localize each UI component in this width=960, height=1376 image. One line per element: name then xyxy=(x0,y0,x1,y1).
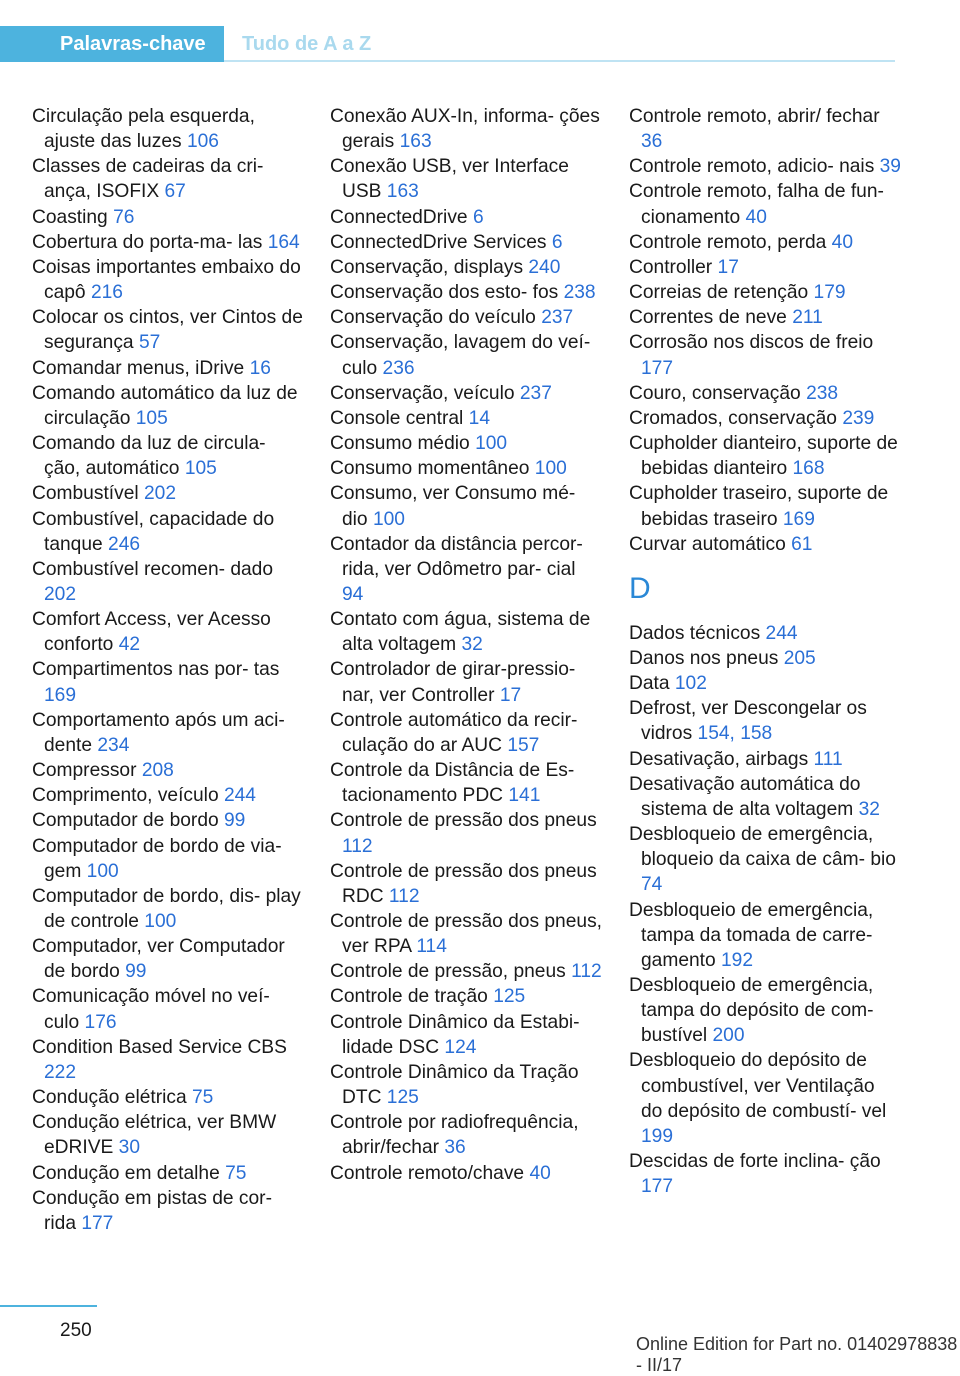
page-header xyxy=(0,26,895,62)
index-entry xyxy=(32,984,304,1034)
section-tab-palavras-chave: Palavras-chave xyxy=(0,26,224,62)
index-entry-term: Correias de retenção xyxy=(629,282,809,304)
index-entry-term: Consumo, ver Consumo mé‐ dio xyxy=(330,483,576,530)
index-entry-term: Comando automático da luz de circulação xyxy=(32,382,298,429)
index-entry xyxy=(32,205,304,230)
index-entry-term: Controle remoto, perda xyxy=(629,231,827,253)
index-entry-page-link[interactable]: 192 xyxy=(721,949,754,971)
index-entry-term: Combustível, capacidade do tanque xyxy=(32,508,275,555)
index-entry-term: Controle automático da recir‐ culação do ar AUC xyxy=(330,709,578,756)
index-entry-page-link[interactable]: 177 xyxy=(81,1212,114,1234)
index-entry-term: Conservação, lavagem do veí‐ culo xyxy=(330,332,591,379)
index-entry-page-link[interactable]: 74 xyxy=(641,874,663,896)
index-entry-page-link[interactable]: 124 xyxy=(444,1036,477,1058)
index-entry-page-link[interactable]: 176 xyxy=(84,1011,117,1033)
index-entry xyxy=(330,984,602,1009)
edition-note: Online Edition for Part no. 01402978838 - II/17 xyxy=(636,1334,958,1375)
index-entry-term: Consumo médio xyxy=(330,433,470,455)
index-entry-term: Controle remoto, falha de fun‐ cionamento xyxy=(629,181,884,228)
index-entry-page-link[interactable]: 100 xyxy=(86,860,119,882)
index-entry-page-link[interactable]: 237 xyxy=(519,382,552,404)
index-entry-page-link[interactable]: 216 xyxy=(90,282,123,304)
index-entry xyxy=(330,1060,602,1110)
index-entry-page-link[interactable]: 177 xyxy=(641,1176,674,1198)
index-column-2 xyxy=(330,104,602,1186)
index-entry xyxy=(32,834,304,884)
index-entry xyxy=(629,671,901,696)
index-entry-term: Condução elétrica xyxy=(32,1087,187,1109)
index-entry-term: Computador de bordo xyxy=(32,810,219,832)
index-entry xyxy=(330,708,602,758)
index-entry-page-link[interactable]: 42 xyxy=(118,634,141,656)
index-entry xyxy=(330,1110,602,1160)
index-entry-page-link[interactable]: 244 xyxy=(765,622,798,644)
index-entry-term: Comandar menus, iDrive xyxy=(32,357,245,379)
index-entry-term: Coisas importantes embaixo do capô xyxy=(32,256,301,304)
index-entry-term: Cobertura do porta-ma‐ las xyxy=(32,231,263,253)
index-entry-term: ConnectedDrive Services xyxy=(330,231,547,253)
index-entry xyxy=(330,657,602,707)
index-entry xyxy=(629,822,901,897)
index-entry-page-link[interactable]: 177 xyxy=(641,357,674,379)
index-entry-page-link[interactable]: 36 xyxy=(641,131,663,153)
index-entry-term: Condução em detalhe xyxy=(32,1162,220,1184)
index-entry xyxy=(32,1186,304,1236)
index-entry xyxy=(330,205,602,230)
index-entry xyxy=(629,621,901,646)
index-entry xyxy=(629,1048,901,1149)
index-entry-term: Comunicação móvel no veí‐ culo xyxy=(32,986,270,1033)
index-entry xyxy=(629,1149,901,1199)
index-entry-term: Controle Dinâmico da Estabi‐ lidade DSC xyxy=(330,1011,580,1058)
index-entry xyxy=(330,909,602,959)
index-entry-page-link[interactable]: 102 xyxy=(674,673,707,695)
index-entry-term: Computador, ver Computador de bordo xyxy=(32,936,285,983)
index-entry xyxy=(330,330,602,380)
index-entry xyxy=(32,708,304,758)
index-entry xyxy=(629,280,901,305)
index-entry-term: Desbloqueio de emergência, tampa do depósito de com‐ bustível xyxy=(629,975,874,1047)
index-entry xyxy=(629,255,901,280)
index-entry-term: Desbloqueio de emergência, bloqueio da caixa de câm‐ bio xyxy=(629,824,896,871)
index-entry-term: Comprimento, veículo xyxy=(32,785,219,807)
index-entry-page-link[interactable]: 240 xyxy=(528,256,561,278)
index-entry-term: Defrost, ver Descongelar os vidros xyxy=(629,698,867,745)
index-entry xyxy=(330,280,602,305)
index-entry-term: Compartimentos nas por‐ tas xyxy=(32,659,280,681)
index-entry xyxy=(330,456,602,481)
index-entry-term: Contato com água, sistema de alta voltagem xyxy=(330,609,591,656)
index-entry-term: Conservação do veículo xyxy=(330,307,536,329)
index-entry xyxy=(32,884,304,934)
index-entry xyxy=(629,898,901,973)
index-entry-term: Descidas de forte inclina‐ ção xyxy=(629,1151,881,1173)
index-entry-page-link[interactable]: 239 xyxy=(842,407,875,429)
index-entry-term: Danos nos pneus xyxy=(629,647,779,669)
index-entry xyxy=(629,154,901,179)
index-entry-term: Coasting xyxy=(32,206,108,228)
index-entry-page-link[interactable]: 30 xyxy=(118,1137,140,1159)
index-entry-page-link[interactable]: 169 xyxy=(782,508,815,530)
index-entry xyxy=(32,507,304,557)
index-entry-term: Controle por radiofrequência, abrir/fechar xyxy=(330,1112,579,1159)
index-entry-term: Contador da distância percor‐ rida, ver Odômetro par‐ cial xyxy=(330,533,583,580)
index-entry xyxy=(629,330,901,380)
index-entry-term: Desbloqueio do depósito de combustível, ver Ventilação do depósito de combustí‐ vel xyxy=(629,1050,887,1122)
index-entry-term: Controlador de girar-pressio‐ nar, ver Controller xyxy=(330,659,576,706)
index-entry-page-link[interactable]: 100 xyxy=(475,433,508,455)
index-entry xyxy=(32,230,304,255)
index-entry-page-link[interactable]: 40 xyxy=(529,1162,551,1184)
index-entry xyxy=(629,532,901,557)
index-entry xyxy=(330,381,602,406)
index-entry xyxy=(330,859,602,909)
index-entry-term: Conservação, displays xyxy=(330,256,524,278)
index-entry-term: Data xyxy=(629,673,670,695)
index-entry xyxy=(330,481,602,531)
index-entry-page-link[interactable]: 14 xyxy=(468,407,491,429)
index-column-3 xyxy=(629,104,901,1199)
index-entry xyxy=(330,959,602,984)
index-entry-term: Controle de pressão dos pneus, ver RPA xyxy=(330,911,602,958)
index-entry-page-link[interactable]: 169 xyxy=(44,684,77,706)
index-entry-term: Controle de pressão dos pneus RDC xyxy=(330,860,597,907)
index-entry xyxy=(330,1161,602,1186)
index-entry-page-link[interactable]: 99 xyxy=(125,961,147,983)
index-entry-term: Console central xyxy=(330,407,464,429)
index-entry-page-link[interactable]: 222 xyxy=(44,1061,77,1083)
index-entry xyxy=(330,230,602,255)
index-entry-page-link[interactable]: 244 xyxy=(223,785,256,807)
header-rule xyxy=(224,60,895,62)
index-entry xyxy=(629,747,901,772)
index-entry xyxy=(330,154,602,204)
index-entry xyxy=(629,406,901,431)
index-entry-page-link[interactable]: 163 xyxy=(399,131,432,153)
index-entry-page-link[interactable]: 111 xyxy=(813,748,843,770)
index-entry-page-link[interactable]: 6 xyxy=(551,231,563,253)
index-entry-term: Curvar automático xyxy=(629,533,786,555)
index-entry-page-link[interactable]: 6 xyxy=(472,206,484,228)
index-entry xyxy=(330,431,602,456)
index-entry-page-link[interactable]: 202 xyxy=(143,483,176,505)
index-entry-term: Condução em pistas de cor‐ rida xyxy=(32,1187,272,1234)
index-entry-term: Corrosão nos discos de freio xyxy=(629,332,874,354)
index-entry-term: Controle remoto, abrir/ fechar xyxy=(629,106,880,127)
index-entry xyxy=(32,104,304,154)
index-entry-page-link[interactable]: 112 xyxy=(571,961,602,983)
index-entry-page-link[interactable]: 61 xyxy=(791,533,813,555)
index-entry-page-link[interactable]: 208 xyxy=(141,760,174,782)
index-entry-term: Combustível recomen‐ dado xyxy=(32,558,274,580)
index-entry xyxy=(32,431,304,481)
footer-rule xyxy=(0,1305,97,1307)
index-entry-page-link[interactable]: 114 xyxy=(416,936,447,958)
index-entry xyxy=(330,758,602,808)
index-entry-term: Combustível xyxy=(32,483,139,505)
index-entry xyxy=(629,381,901,406)
index-entry-page-link[interactable]: 106 xyxy=(186,131,219,153)
index-entry xyxy=(32,1085,304,1110)
index-entry-term: Circulação pela esquerda, ajuste das luzes xyxy=(32,106,255,153)
index-entry-term: Conexão AUX-In, informa‐ ções gerais xyxy=(330,106,600,153)
index-entry xyxy=(629,646,901,671)
index-entry-term: Dados técnicos xyxy=(629,622,761,644)
index-entry xyxy=(32,481,304,506)
index-entry-page-link[interactable]: 236 xyxy=(382,357,415,379)
index-entry xyxy=(32,154,304,204)
index-entry-page-link[interactable]: 157 xyxy=(507,734,540,756)
index-entry xyxy=(32,1035,304,1085)
index-entry-term: Conservação dos esto‐ fos xyxy=(330,282,559,304)
index-column-1 xyxy=(32,104,304,1236)
index-entry-page-link[interactable]: 179 xyxy=(813,282,846,304)
index-letter-heading: D xyxy=(629,571,651,605)
index-entry-page-link[interactable]: 40 xyxy=(745,206,767,228)
index-entry-page-link[interactable]: 211 xyxy=(792,307,823,329)
index-entry-term: Compressor xyxy=(32,760,137,782)
index-entry-term: Condition Based Service CBS xyxy=(32,1036,287,1058)
index-entry-page-link[interactable]: 32 xyxy=(858,798,880,820)
index-entry xyxy=(32,607,304,657)
index-entry-page-link[interactable]: 199 xyxy=(641,1125,674,1147)
index-entry-page-link[interactable]: 100 xyxy=(144,911,177,932)
index-entry-term: ConnectedDrive xyxy=(330,206,468,228)
index-entry-term: Cupholder dianteiro, suporte de bebidas dianteiro xyxy=(629,433,898,480)
index-entry-page-link[interactable]: 238 xyxy=(806,382,839,404)
index-entry-page-link[interactable]: 39 xyxy=(879,156,901,178)
index-entry-term: Conservação, veículo xyxy=(330,382,515,404)
index-entry xyxy=(32,356,304,381)
index-entry xyxy=(32,657,304,707)
index-entry xyxy=(330,255,602,280)
index-entry-term: Computador de bordo de via‐ gem xyxy=(32,835,282,882)
index-entry xyxy=(629,772,901,822)
index-entry-page-link[interactable]: 164 xyxy=(267,231,300,253)
index-entry xyxy=(32,557,304,607)
index-entry-page-link[interactable]: 32 xyxy=(461,634,483,656)
index-entry-term: Controle de pressão dos pneus xyxy=(330,810,597,832)
index-entry-page-link[interactable]: 200 xyxy=(712,1025,745,1047)
index-entry xyxy=(629,179,901,229)
index-entry-page-link[interactable]: 100 xyxy=(372,508,405,530)
index-entry xyxy=(330,532,602,607)
index-entry-page-link[interactable]: 94 xyxy=(342,583,364,605)
index-entry-page-link[interactable]: 16 xyxy=(249,357,271,379)
index-entry-page-link[interactable]: 57 xyxy=(138,332,161,354)
index-entry-term: Conexão USB, ver Interface USB xyxy=(330,156,569,203)
index-entry xyxy=(32,1110,304,1160)
index-entry-term: Desativação, airbags xyxy=(629,748,809,770)
index-entry-term: Comportamento após um aci‐ dente xyxy=(32,709,285,756)
index-entry-term: Consumo momentâneo xyxy=(330,458,530,480)
index-entry xyxy=(330,104,602,154)
index-entry-page-link[interactable]: 36 xyxy=(444,1137,466,1159)
index-entry xyxy=(330,406,602,431)
index-entry xyxy=(629,481,901,531)
index-entry-term: Computador de bordo, dis‐ play de controle xyxy=(32,885,301,932)
index-entry-term: Comfort Access, ver Acesso conforto xyxy=(32,609,271,656)
index-entry xyxy=(32,934,304,984)
index-entry-term: Condução elétrica, ver BMW eDRIVE xyxy=(32,1112,277,1159)
subsection-tab-tudo-de-a-a-z: Tudo de A a Z xyxy=(242,33,372,55)
index-entry-term: Controle de pressão, pneus xyxy=(330,961,566,983)
index-entry-page-link[interactable]: 168 xyxy=(792,458,825,480)
index-entry xyxy=(629,973,901,1048)
index-entry xyxy=(330,808,602,858)
index-entry-page-link[interactable]: 76 xyxy=(113,206,135,228)
index-entry-page-link[interactable]: 205 xyxy=(783,647,816,669)
index-entry xyxy=(330,1010,602,1060)
index-entry xyxy=(32,808,304,833)
index-entry xyxy=(32,305,304,355)
index-entry-page-link[interactable]: 154, 158 xyxy=(697,723,773,745)
index-entry-page-link[interactable]: 17 xyxy=(499,684,522,706)
index-entry xyxy=(330,305,602,330)
index-entry-term: Controller xyxy=(629,256,713,278)
index-entry-term: Controle remoto, adicio‐ nais xyxy=(629,156,875,178)
index-entry xyxy=(629,230,901,255)
index-entry-page-link[interactable]: 237 xyxy=(541,307,574,329)
index-entry-term: Cromados, conservação xyxy=(629,407,837,429)
index-entry-term: Controle de tração xyxy=(330,986,488,1008)
index-entry-page-link[interactable]: 141 xyxy=(508,785,541,807)
index-entry-term: Desativação automática do sistema de alta voltagem xyxy=(629,773,861,820)
index-entry xyxy=(629,305,901,330)
index-entry-term: Comando da luz de circula‐ ção, automático xyxy=(32,433,266,480)
index-entry-page-link[interactable]: 17 xyxy=(717,256,739,278)
index-entry-page-link[interactable]: 112 xyxy=(342,835,373,857)
index-entry xyxy=(629,431,901,481)
index-entry-term: Controle Dinâmico da Tração DTC xyxy=(330,1061,579,1109)
index-entry-page-link[interactable]: 112 xyxy=(388,885,420,907)
index-entry-term: Cupholder traseiro, suporte de bebidas traseiro xyxy=(629,483,889,530)
index-entry xyxy=(629,104,901,154)
index-entry-page-link[interactable]: 163 xyxy=(386,181,419,203)
index-entry-term: Desbloqueio de emergência, tampa da tomada de carre‐ gamento xyxy=(629,899,874,971)
index-entry-page-link[interactable]: 40 xyxy=(831,231,853,253)
index-entry xyxy=(32,783,304,808)
index-entry-page-link[interactable]: 100 xyxy=(534,458,567,480)
index-entry xyxy=(32,255,304,305)
index-entry-page-link[interactable]: 75 xyxy=(225,1162,247,1184)
index-entry-page-link[interactable]: 75 xyxy=(192,1087,214,1109)
index-entry-term: Controle da Distância de Es‐ tacionamento PDC xyxy=(330,760,575,807)
index-entry-term: Classes de cadeiras da cri‐ ança, ISOFIX xyxy=(32,156,264,203)
index-entry-page-link[interactable]: 99 xyxy=(224,810,246,832)
index-entry-page-link[interactable]: 234 xyxy=(97,734,130,756)
index-entry-page-link[interactable]: 246 xyxy=(108,533,141,555)
index-entry-term: Correntes de neve xyxy=(629,307,787,329)
index-entry-page-link[interactable]: 202 xyxy=(44,583,77,605)
index-entry xyxy=(32,758,304,783)
index-entry-page-link[interactable]: 125 xyxy=(386,1087,419,1109)
index-entry xyxy=(32,1161,304,1186)
index-entry xyxy=(629,696,901,746)
index-entry xyxy=(32,381,304,431)
index-entry-term: Colocar os cintos, ver Cintos de segurança xyxy=(32,307,303,354)
index-entry-term: Controle remoto/chave xyxy=(330,1162,525,1184)
index-entry-page-link[interactable]: 238 xyxy=(563,282,596,304)
page-number: 250 xyxy=(60,1320,92,1341)
index-entry-page-link[interactable]: 105 xyxy=(184,458,217,480)
index-entry-page-link[interactable]: 105 xyxy=(135,407,168,429)
index-entry xyxy=(330,607,602,657)
index-entry-page-link[interactable]: 67 xyxy=(164,181,186,203)
index-entry-page-link[interactable]: 125 xyxy=(493,986,526,1008)
index-entry-term: Couro, conservação xyxy=(629,382,801,404)
